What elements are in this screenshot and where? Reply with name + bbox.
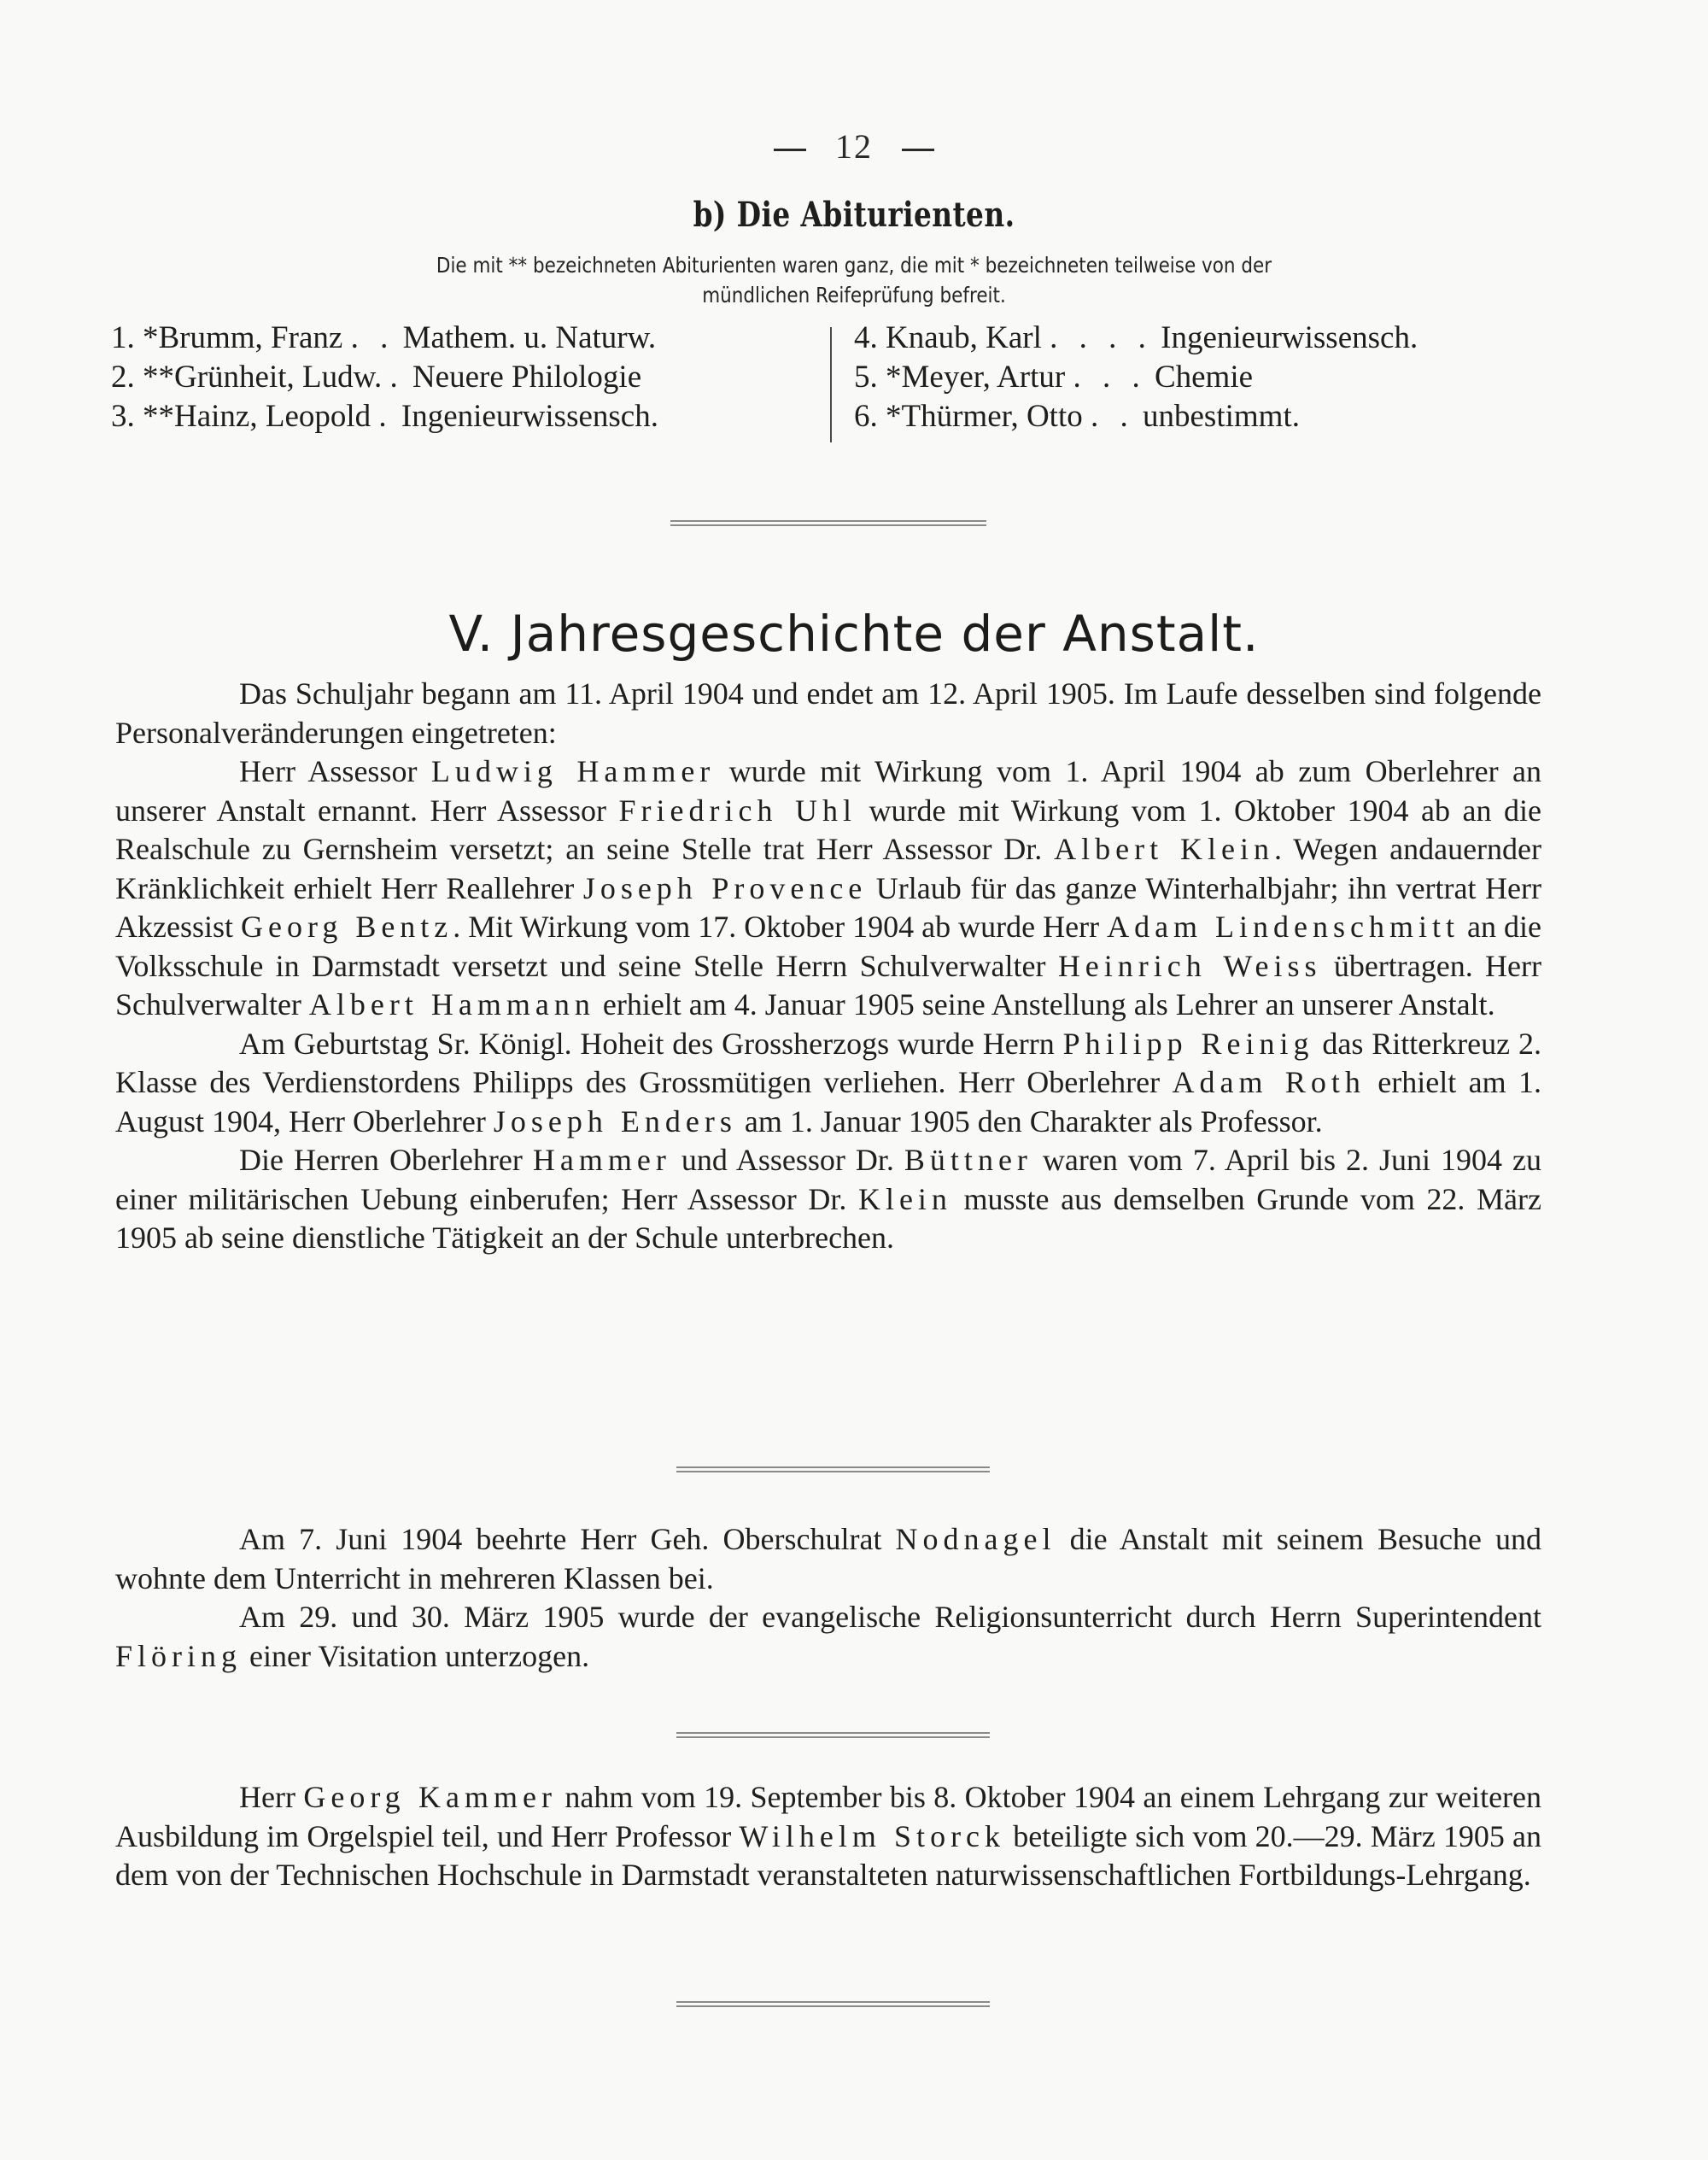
student-name: Knaub, Karl xyxy=(886,320,1042,355)
text: Am 29. und 30. März 1905 wurde der evangelische Religionsunterricht durch Herrn Superintendent xyxy=(239,1600,1541,1634)
list-item xyxy=(854,397,1418,436)
dot-leader: . xyxy=(378,399,394,434)
paragraph-military-service xyxy=(115,1141,1541,1258)
person-name: Ludwig Hammer xyxy=(430,754,716,788)
page-number-value: 12 xyxy=(835,127,873,166)
study-subject: Chemie xyxy=(1154,360,1254,395)
abiturienten-note-line-1: Die mit ** bezeichneten Abiturienten waren ganz, die mit * bezeichneten teilweise von der xyxy=(436,253,1272,278)
double-rule-divider xyxy=(676,2001,990,2007)
person-name: Hammer xyxy=(532,1143,671,1177)
study-subject: unbestimmt. xyxy=(1143,399,1300,434)
dash-right xyxy=(902,149,934,151)
text: und Assessor Dr. xyxy=(670,1143,904,1177)
text: die Anstalt mit seinem Besuche und wohnte dem Unterricht in mehreren Klassen bei. xyxy=(115,1522,1541,1595)
abiturienten-heading: b) Die Abiturienten. xyxy=(693,195,1015,235)
student-name: *Thürmer, Otto xyxy=(886,399,1083,434)
study-subject: Mathem. u. Naturw. xyxy=(402,320,657,355)
dot-leader: . . . . xyxy=(1050,320,1153,355)
text: nahm vom 19. September bis 8. Oktober 1904 an einem Lehrgang zur weiteren Ausbildung im Orgelspiel teil, und Herr Professor xyxy=(115,1780,1542,1853)
double-rule-divider xyxy=(670,520,986,526)
dash-left xyxy=(774,149,806,151)
text: am 1. Januar 1905 den Charakter als Professor. xyxy=(736,1103,1323,1139)
item-number: 4. xyxy=(854,320,878,355)
student-name: *Brumm, Franz xyxy=(143,320,343,355)
text: Urlaub für das ganze Winterhalbjahr; ihn vertrat Herr Akzessist xyxy=(115,870,1541,944)
dot-leader: . . xyxy=(350,320,395,355)
paragraph-school-year: Das Schuljahr begann am 11. April 1904 und endet am 12. April 1905. Im Laufe desselben sind folgende Personalveränderungen eingetreten: xyxy=(115,676,1541,750)
person-name: Georg Kammer xyxy=(303,1780,557,1814)
abiturienten-list-left xyxy=(111,319,658,436)
text: Herr Assessor xyxy=(239,754,431,788)
text: wurde mit Wirkung vom 1. April 1904 ab zum Oberlehrer an unserer Anstalt ernannt. Herr Assessor xyxy=(115,754,1541,828)
abiturienten-note-line-2: mündlichen Reifeprüfung befreit. xyxy=(702,283,1006,307)
person-name: Nodnagel xyxy=(895,1522,1056,1556)
person-name: Joseph Enders xyxy=(493,1103,737,1139)
person-name: Joseph Provence xyxy=(582,870,868,905)
column-divider xyxy=(830,327,832,442)
text: Am 7. Juni 1904 beehrte Herr Geh. Oberschulrat xyxy=(239,1522,896,1556)
text: erhielt am 4. Januar 1905 seine Anstellung als Lehrer an unserer Anstalt. xyxy=(594,987,1495,1021)
text: übertragen. Herr Schulverwalter xyxy=(115,948,1541,1021)
person-name: Heinrich Weiss xyxy=(1057,948,1322,983)
person-name: Georg Bentz xyxy=(241,910,453,944)
list-item xyxy=(111,319,658,358)
text: erhielt am 1. August 1904, Herr Oberlehrer xyxy=(115,1065,1542,1139)
visits-body xyxy=(115,1520,1541,1676)
abiturienten-list-right xyxy=(854,319,1418,436)
text: Am Geburtstag Sr. Königl. Hoheit des Grossherzogs wurde Herrn xyxy=(239,1026,1063,1061)
dot-leader: . . xyxy=(1091,399,1135,434)
student-name: **Grünheit, Ludw. xyxy=(143,360,383,395)
person-name: Adam Roth xyxy=(1172,1065,1366,1099)
item-number: 1. xyxy=(111,320,135,355)
text: Herr xyxy=(239,1780,304,1814)
paragraph-personnel-changes xyxy=(115,752,1541,1025)
text: an die Volksschule in Darmstadt versetzt und seine Stelle Herrn Schulverwalter xyxy=(115,910,1541,983)
item-number: 2. xyxy=(111,360,135,395)
person-name: Friedrich Uhl xyxy=(618,793,857,828)
text: das Ritterkreuz 2. Klasse des Verdienstordens Philipps des Grossmütigen verliehen. Herr Oberlehrer xyxy=(115,1026,1541,1099)
page-number xyxy=(0,126,1708,167)
study-subject: Neuere Philologie xyxy=(412,360,642,395)
dot-leader: . xyxy=(389,360,405,395)
student-name: **Hainz, Leopold xyxy=(143,399,371,434)
paragraph-training-courses xyxy=(115,1778,1541,1895)
text: beteiligte sich vom 20.—29. März 1905 an dem von der Technischen Hochschule in Darmstadt veranstalteten naturwissenschaftlichen Fortbildungs-Lehrgang. xyxy=(115,1818,1542,1892)
paragraph-visit xyxy=(115,1520,1541,1598)
list-item xyxy=(854,319,1418,358)
person-name: Klein xyxy=(857,1181,952,1216)
person-name: Flöring xyxy=(115,1638,243,1673)
double-rule-divider xyxy=(676,1466,990,1472)
text: waren vom 7. April bis 2. Juni 1904 zu einer militärischen Uebung einberufen; Herr Assessor Dr. xyxy=(115,1143,1542,1216)
section-heading: V. Jahresgeschichte der Anstalt. xyxy=(448,605,1260,663)
text: Die Herren Oberlehrer xyxy=(239,1143,533,1177)
text: . Wegen andauernder Kränklichkeit erhielt Herr Reallehrer xyxy=(115,832,1542,905)
person-name: Albert Hammann xyxy=(308,987,595,1021)
text: wurde mit Wirkung vom 1. Oktober 1904 ab an die Realschule zu Gernsheim versetzt; an seine Stelle trat Herr Assessor Dr. xyxy=(115,793,1541,866)
person-name: Wilhelm Storck xyxy=(739,1818,1006,1853)
item-number: 6. xyxy=(854,399,878,434)
jahresgeschichte-body xyxy=(115,675,1541,1258)
person-name: Adam Lindenschmitt xyxy=(1107,910,1460,944)
paragraph-honours xyxy=(115,1025,1541,1142)
text: . Mit Wirkung vom 17. Oktober 1904 ab wurde Herr xyxy=(453,910,1108,944)
student-name: *Meyer, Artur xyxy=(886,360,1066,395)
item-number: 5. xyxy=(854,360,878,395)
double-rule-divider xyxy=(676,1732,990,1738)
paragraph-visitation xyxy=(115,1598,1541,1676)
list-item xyxy=(111,358,658,397)
person-name: Philipp Reinig xyxy=(1062,1026,1314,1061)
training-body xyxy=(115,1778,1541,1895)
text: musste aus demselben Grunde vom 22. März 1905 ab seine dienstliche Tätigkeit an der Schule unterbrechen. xyxy=(115,1181,1541,1255)
item-number: 3. xyxy=(111,399,135,434)
person-name: Büttner xyxy=(904,1143,1032,1177)
person-name: Albert Klein xyxy=(1054,832,1274,866)
list-item xyxy=(854,358,1418,397)
study-subject: Ingenieurwissensch. xyxy=(1161,320,1418,355)
study-subject: Ingenieurwissensch. xyxy=(401,399,658,434)
text: einer Visitation unterzogen. xyxy=(242,1638,590,1673)
list-item xyxy=(111,397,658,436)
dot-leader: . . . xyxy=(1073,360,1147,395)
